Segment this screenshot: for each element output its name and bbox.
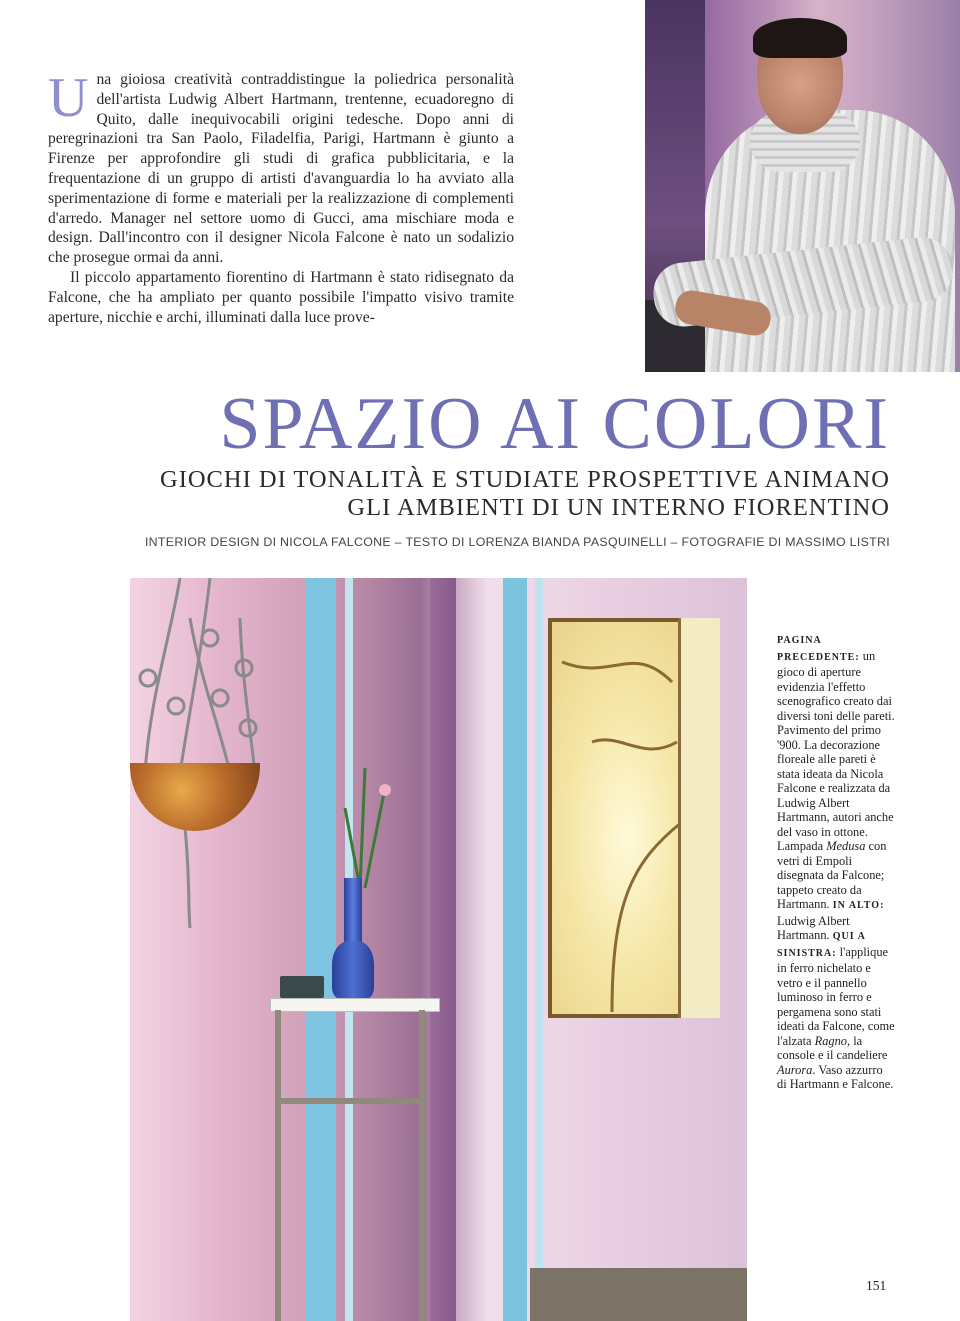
intro-paragraph-2: Il piccolo appartamento fiorentino di Hartmann è stato ridisegnato da Falcone, che ha ampliato per quanto possibile l'impatto visivo tramite aperture, nicchie e archi, illuminati dalla luce prove-: [48, 268, 514, 326]
blue-vase: [332, 941, 374, 999]
side-table: [530, 1268, 747, 1321]
intro-text: [48, 67, 514, 327]
wall-stripe: [503, 578, 527, 1321]
photo-caption: [777, 632, 895, 1092]
drop-cap: U: [48, 67, 89, 129]
flower-stems-illustration: [330, 768, 400, 888]
caption-italic: Ragno: [814, 1033, 848, 1048]
wall-stripe: [535, 578, 543, 1321]
caption-segment: . Vaso azzurro di Hartmann e Falcone.: [777, 1062, 894, 1091]
vase-neck: [344, 878, 362, 948]
caption-heading: QUI A SINISTRA:: [777, 931, 866, 959]
small-box: [280, 976, 324, 998]
subtitle-line-1: GIOCHI DI TONALITÀ E STUDIATE PROSPETTIVE ANIMANO: [160, 466, 890, 493]
caption-heading: PAGINA PRECEDENTE:: [777, 635, 860, 663]
main-photo: [130, 578, 747, 1321]
subtitle-line-2: GLI AMBIENTI DI UN INTERNO FIORENTINO: [347, 494, 890, 521]
intro-paragraph-1-text: na gioiosa creatività contraddistingue la poliedrica personalità dell'artista Ludwig Albert Hartmann, trentenne, ecuadoregno di Quito, dalle inequivocabili origini tedesche. Dopo anni di peregrinazioni tra San Paolo, Filadelfia, Parigi, Hartmann è giunto a Firenze per approfondire gli studi di grafica pubblicitaria, e la frequentazione di un gruppo di artisti d'avanguardia lo ha avviato alla sperimentazione di forme e materiali per la realizzazione di complementi d'arredo. Manager nel settore uomo di Gucci, ama mischiare moda e design. Dall'incontro con il designer Nicola Falcone è nato un sodalizio che prosegue ormai da anni.: [48, 71, 514, 267]
caption-segment: con vetri di Empoli disegnata da Falcone; tappeto creato da Hartmann.: [777, 839, 887, 911]
page-title: SPAZIO AI COLORI: [219, 383, 890, 465]
caption-segment: un gioco di aperture evidenzia l'effetto scenografico creato dai diversi toni delle pareti. Pavimento del primo '900. La decorazione floreale alle pareti è stata ideata da Nicola Falcone e realizzata da Ludwig Albert Hartmann, autori anche del vaso in ottone. Lampada: [777, 648, 895, 853]
caption-heading: IN ALTO:: [832, 900, 885, 911]
console-crossbar: [275, 1098, 425, 1104]
page-number: 151: [866, 1278, 887, 1293]
caption-italic: Medusa: [826, 839, 866, 853]
console-legs: [275, 1010, 425, 1321]
portrait-hair: [753, 18, 847, 58]
caption-text: [777, 632, 895, 1092]
credits-line: INTERIOR DESIGN DI NICOLA FALCONE – TESTO DI LORENZA BIANDA PASQUINELLI – FOTOGRAFIE DI MASSIMO LISTRI: [144, 535, 890, 549]
caption-segment: l'applique in ferro nichelato e vetro e il pannello luminoso in ferro e pergamena sono stati ideati da Falcone, come l'alzata: [777, 944, 895, 1048]
caption-segment: Ludwig Albert Hartmann.: [777, 913, 850, 942]
portrait-photo: [645, 0, 960, 372]
caption-italic: Aurora: [777, 1062, 813, 1077]
caption-segment: , la console e il candeliere: [777, 1033, 888, 1062]
wall-stripe: [430, 578, 456, 1321]
light-panel-side: [678, 618, 720, 1018]
intro-paragraph-1: [48, 67, 514, 268]
subtitle: [160, 466, 890, 522]
